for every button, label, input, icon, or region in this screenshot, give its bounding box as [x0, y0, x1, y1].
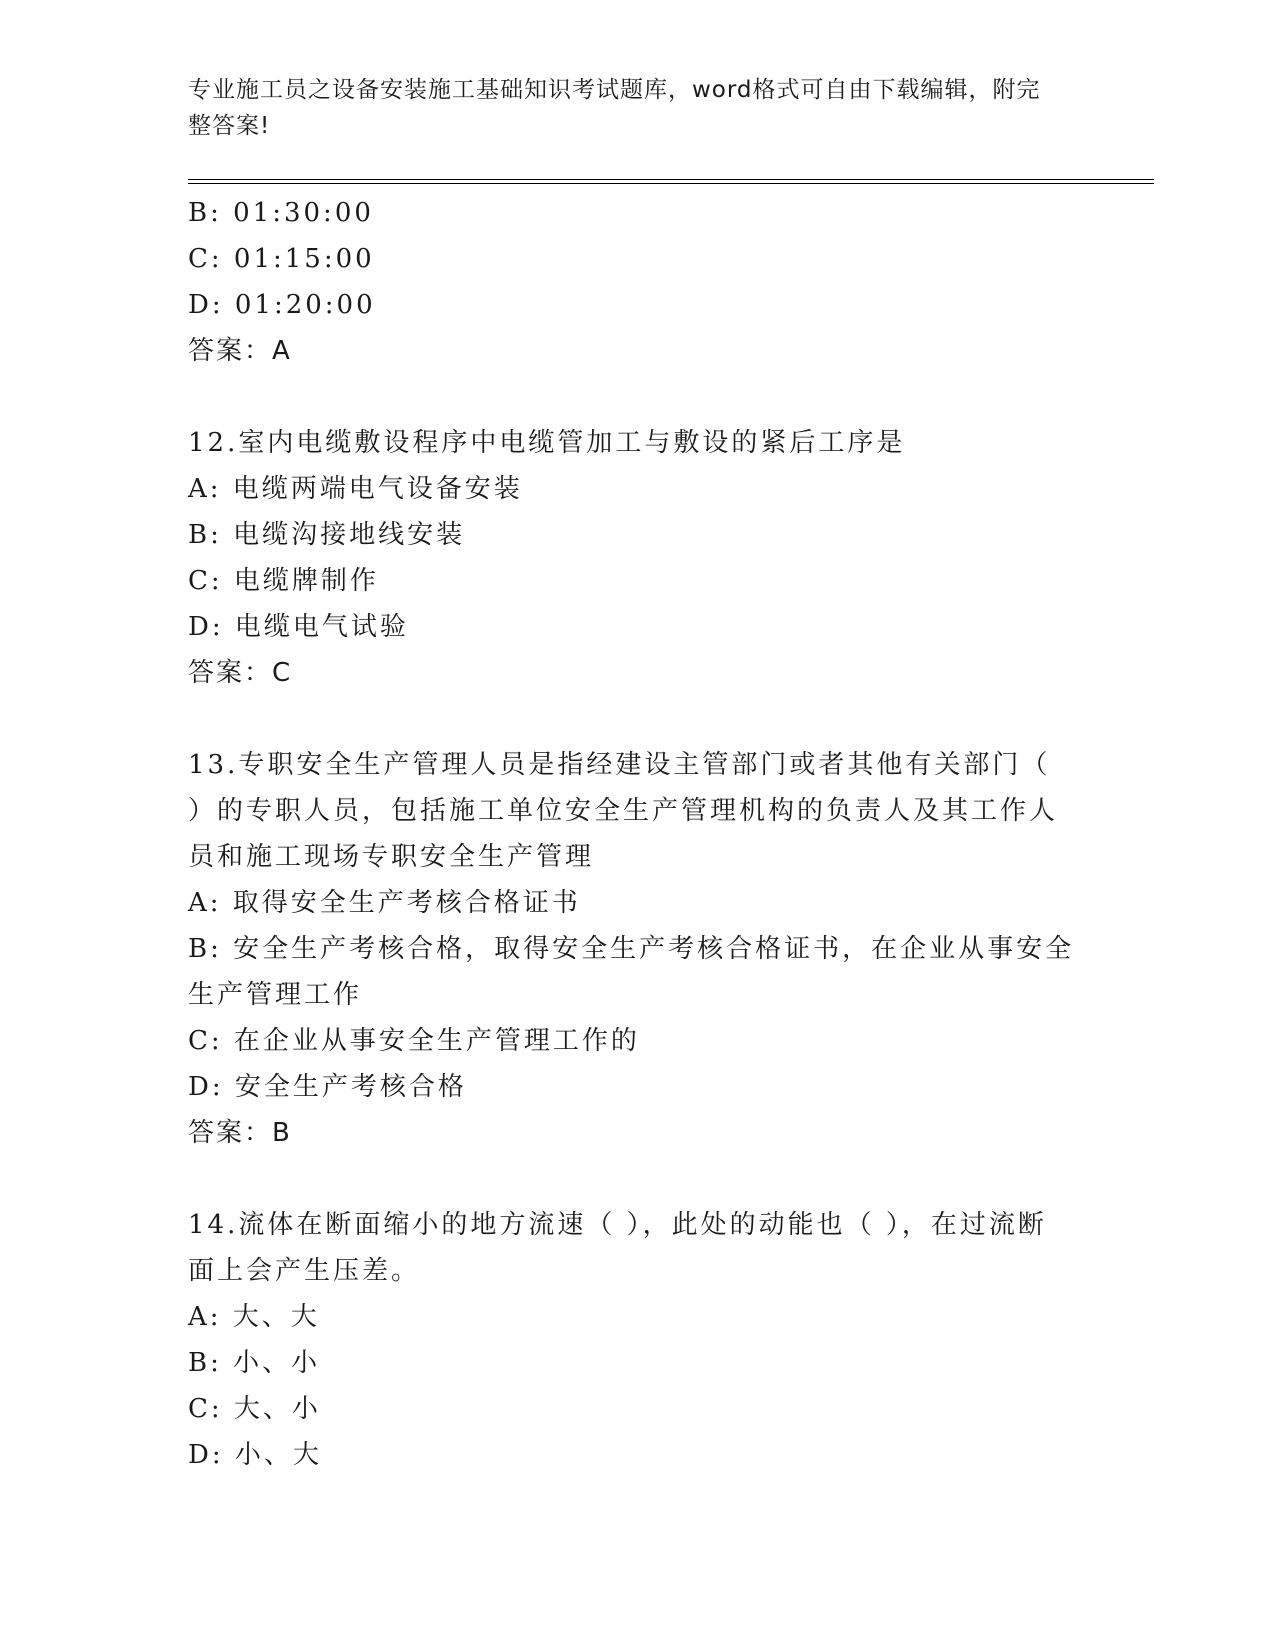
option-d: D: 小、大: [188, 1440, 322, 1470]
header-divider: [188, 179, 1154, 184]
option-b-continued: 生产管理工作: [188, 980, 363, 1010]
document-body: [188, 190, 1088, 1478]
option-c: C: 01:15:00: [188, 244, 375, 274]
question-12: [188, 420, 1088, 696]
question-stem: 员和施工现场专职安全生产管理: [188, 842, 595, 872]
question-stem: 14.流体在断面缩小的地方流速（ ），此处的动能也（ ），在过流断: [188, 1210, 1047, 1240]
option-c: C: 大、小: [188, 1394, 321, 1424]
option-b: B: 01:30:00: [188, 198, 374, 228]
question-stem: ）的专职人员，包括施工单位安全生产管理机构的负责人及其工作人: [188, 796, 1059, 826]
option-d: D: 安全生产考核合格: [188, 1072, 467, 1102]
question-stem: 13.专职安全生产管理人员是指经建设主管部门或者其他有关部门（: [188, 750, 1051, 780]
option-d: D: 电缆电气试验: [188, 612, 409, 642]
option-c: C: 在企业从事安全生产管理工作的: [188, 1026, 640, 1056]
option-a: A: 取得安全生产考核合格证书: [188, 888, 581, 918]
header-text-line-1: 专业施工员之设备安装施工基础知识考试题库，word格式可自由下载编辑，附完: [188, 77, 1041, 103]
option-b: B: 电缆沟接地线安装: [188, 520, 466, 550]
option-a: A: 大、大: [188, 1302, 320, 1332]
question-stem: 12.室内电缆敷设程序中电缆管加工与敷设的紧后工序是: [188, 428, 906, 458]
question-stem: 面上会产生压差。: [188, 1256, 421, 1286]
spacer: [188, 1156, 1088, 1202]
question-11-continued: [188, 190, 1088, 374]
answer-line: 答案：C: [188, 658, 293, 688]
page-header: [188, 72, 1068, 144]
option-b: B: 小、小: [188, 1348, 321, 1378]
question-14: [188, 1202, 1088, 1478]
header-text-line-2: 整答案!: [188, 113, 271, 139]
answer-line: 答案：B: [188, 1118, 292, 1148]
spacer: [188, 696, 1088, 742]
option-c: C: 电缆牌制作: [188, 566, 379, 596]
spacer: [188, 374, 1088, 420]
option-a: A: 电缆两端电气设备安装: [188, 474, 523, 504]
option-b: B: 安全生产考核合格，取得安全生产考核合格证书，在企业从事安全: [188, 934, 1075, 964]
answer-line: 答案：A: [188, 336, 292, 366]
option-d: D: 01:20:00: [188, 290, 376, 320]
question-13: [188, 742, 1088, 1156]
